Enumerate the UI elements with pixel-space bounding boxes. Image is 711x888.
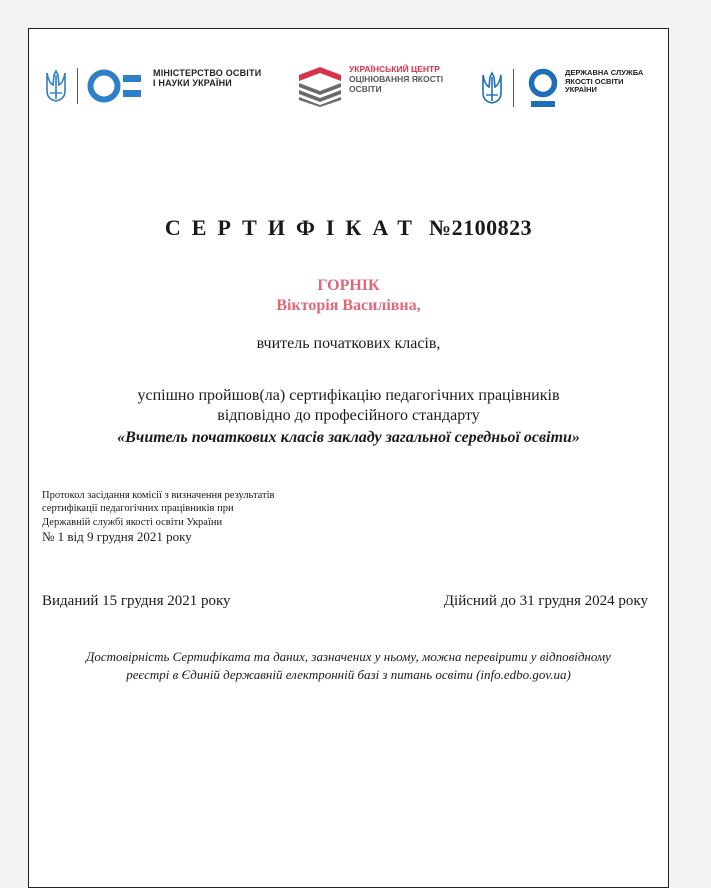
sqe-name: ДЕРЖАВНА СЛУЖБА ЯКОСТІ ОСВІТИ УКРАЇНИ <box>565 68 644 95</box>
certificate-sheet <box>28 28 669 888</box>
certificate-standard: «Вчитель початкових класів закладу загальної середньої освіти» <box>117 429 580 446</box>
valid-until-date: Дійсний до 31 грудня 2024 року <box>443 593 648 609</box>
protocol-line1: Протокол засідання комісії з визначення результатів <box>42 490 275 501</box>
ucoya-line2: ОЦІНЮВАННЯ ЯКОСТІ ОСВІТИ <box>349 73 444 94</box>
holder-position: вчитель початкових класів, <box>256 335 441 352</box>
holder-given-names: Вікторія Василівна, <box>276 297 421 314</box>
issue-date: Виданий 15 грудня 2021 року <box>42 593 231 609</box>
certificate-number: №2100823 <box>428 215 533 240</box>
verification-line2: реєстрі в Єдиній державній електронній базі з питань освіти (info.edbo.gov.ua) <box>126 666 571 682</box>
protocol-number-date: № 1 від 9 грудня 2021 року <box>42 528 192 544</box>
holder-surname: ГОРНІК <box>317 277 380 294</box>
ucoya-line1: УКРАЇНСЬКИЙ ЦЕНТР <box>349 64 440 74</box>
book-chevron-icon <box>297 65 343 107</box>
certificate-body-line1: успішно пройшов(ла) сертифікацію педагогічних працівників <box>137 387 560 404</box>
verification-note <box>29 648 668 683</box>
sqe-logo <box>481 65 661 135</box>
logo-separator <box>513 69 514 107</box>
ministry-name: МІНІСТЕРСТВО ОСВІТИ І НАУКИ УКРАЇНИ <box>153 68 262 89</box>
logo-row <box>29 65 668 135</box>
protocol-block <box>42 489 342 545</box>
protocol-line2: сертифікації педагогічних працівників при <box>42 503 234 515</box>
ucoya-logo <box>297 64 444 135</box>
logo-separator <box>77 68 78 104</box>
ministry-logo <box>45 65 262 135</box>
certificate-body-line2: відповідно до професійного стандарту <box>217 407 480 424</box>
ucoya-name <box>349 65 459 94</box>
sqe-emblem-icon <box>527 67 559 109</box>
ministry-emblem-icon <box>87 69 145 103</box>
trident-icon <box>481 71 503 105</box>
certificate-title <box>29 215 668 241</box>
trident-icon <box>45 69 67 103</box>
protocol-line3: Державній службі якості освіти України <box>42 516 223 528</box>
verification-line1: Достовірність Сертифіката та даних, зазначених у ньому, можна перевірити у відповідному <box>86 649 611 664</box>
certificate-word: СЕРТИФІКАТ <box>164 215 423 240</box>
